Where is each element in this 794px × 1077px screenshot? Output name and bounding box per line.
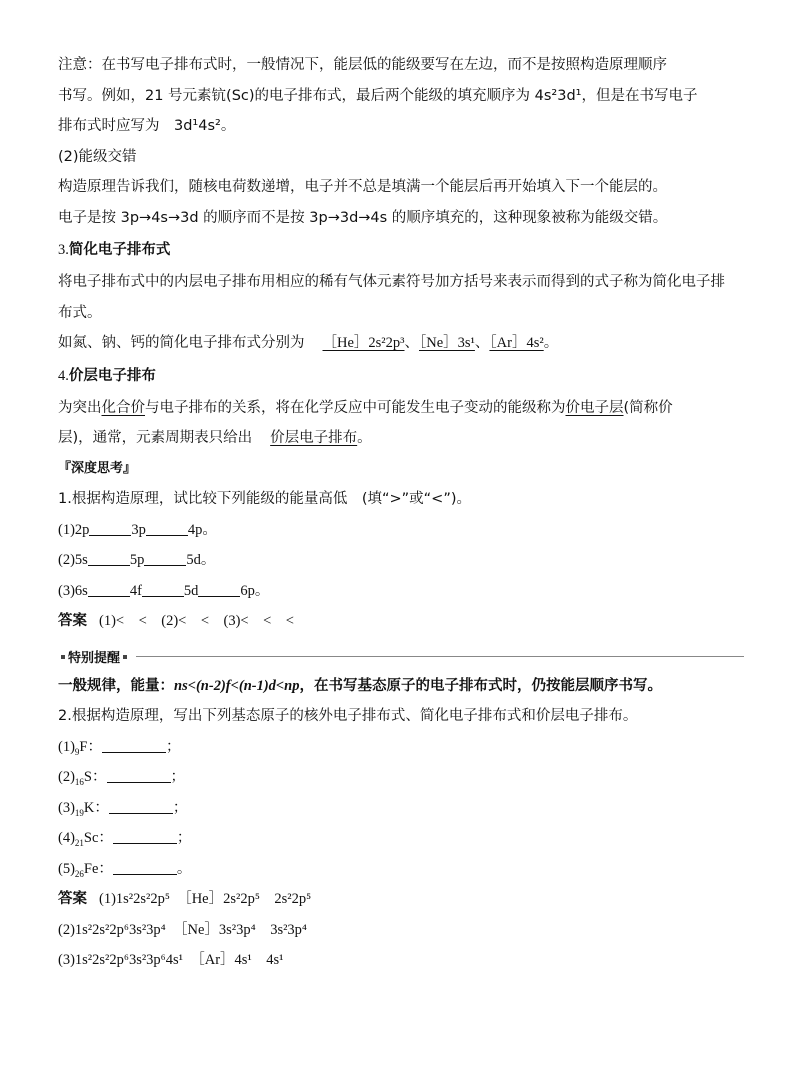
document-page [58,50,738,976]
square-bullet-icon [61,655,65,659]
energy-level: 4p [187,521,203,538]
element-symbol: Sc： [83,830,113,846]
item-label: (3) [58,582,75,599]
energy-level: 5s [74,552,88,568]
question-2-item [58,732,738,763]
example-calcium: ［Ar］4s² [489,335,544,351]
text: 与电子排布的关系，将在化学反应中可能发生电子变动的能级称为 [145,399,566,416]
atomic-number: 19 [74,807,84,818]
item-label: (3) [58,799,75,816]
tip-title-text: 特别提醒 [68,650,121,666]
item-label: (5) [58,860,75,877]
answer-blank[interactable] [107,768,171,783]
deep-thinking-title: 『深度思考』 [58,460,137,476]
section3-number: 3. [58,242,69,258]
item-label: (2) [58,769,75,785]
question-1-item [58,545,738,576]
atomic-number: 21 [74,837,84,848]
answer-2-line-3: (3)1s²2s²2p⁶3s²3p⁶4s¹ ［Ar］4s¹ 4s¹ [58,952,284,968]
divider [58,656,744,657]
energy-level: 6p [240,582,255,599]
energy-level: 5d [183,582,199,599]
item-label: (1) [58,738,75,755]
energy-level: 2p [74,521,90,538]
question-2-item [58,823,738,854]
punctuation: ； [176,830,192,846]
element-symbol: K： [83,799,109,816]
term-valence: 化合价 [101,399,145,416]
answer-2-line-1: (1)1s²2s²2p⁵ ［He］2s²2p⁵ 2s²2p⁵ [99,891,312,907]
special-tip-title [58,647,136,666]
item-label: (4) [58,830,75,846]
answer-1 [58,606,738,637]
section2-line-2: 电子是按 3p→4s→3d 的顺序而不是按 3p→3d→4s 的顺序填充的，这种现象被称为能级交错。 [58,209,668,226]
text: 为突出 [58,399,102,416]
punctuation: ； [172,799,188,816]
answer-blank[interactable] [144,551,186,566]
section4-title: 价层电子排布 [68,367,156,384]
atomic-number: 16 [74,776,84,787]
answer-1-text: (1)< < (2)< < (3)< < < [99,613,294,629]
answer-blank[interactable] [88,551,130,566]
example-nitrogen: ［He］2s²2p³ [322,335,405,351]
text: ，在书写基态原子的电子排布式时，仍按能层顺序书写。 [299,677,662,694]
separator: 、 [474,335,490,351]
special-tip-bar [58,641,738,671]
answer-blank[interactable] [89,521,131,536]
question-1-item [58,515,738,546]
atomic-number: 26 [74,868,84,879]
section3-paragraph: 将电子排布式中的内层电子排布用相应的稀有气体元素符号加方括号来表示而得到的式子称为简化电子排布式。 [58,274,725,321]
subsection-title: (2)能级交错 [58,148,137,165]
answer-blank[interactable] [102,738,166,753]
answer-blank[interactable] [198,582,240,597]
note-line-2: 书写。例如，21 号元素钪(Sc)的电子排布式，最后两个能级的填充顺序为 4s²3d¹，但是在书写电子 [58,87,698,104]
question-2-item [58,762,738,793]
question-2-items [58,732,738,885]
answer-label: 答案 [58,891,87,907]
energy-level: 4f [129,582,142,599]
period: 。 [543,335,559,351]
section4-line-1 [58,393,738,424]
text: (简称价 [623,399,673,416]
term-valence-config: 价层电子排布 [270,430,358,446]
period: 。 [200,552,216,568]
item-label: (1) [58,521,75,538]
item-label: (2) [58,552,75,568]
question-1-items [58,515,738,607]
period: 。 [254,582,270,599]
punctuation: 。 [176,860,192,877]
question-2: 2.根据构造原理，写出下列基态原子的核外电子排布式、简化电子排布式和价层电子排布。 [58,708,638,724]
section3-example [58,328,738,359]
answer-blank[interactable] [88,582,130,597]
text: 。 [357,430,372,446]
answer-blank[interactable] [113,829,177,844]
text: 一般规律，能量： [58,677,174,694]
example-sodium: ［Ne］3s¹ [419,335,475,351]
answer-blank[interactable] [109,799,173,814]
answer-label: 答案 [58,613,87,629]
section2-line-1: 构造原理告诉我们，随核电荷数递增，电子并不总是填满一个能层后再开始填入下一个能层的。 [58,179,667,195]
section3-title: 简化电子排布式 [68,242,171,258]
section3-heading [58,233,738,267]
square-bullet-icon [123,655,127,659]
answer-2-first [58,884,738,915]
question-1-item [58,576,738,607]
special-tip-text [58,671,738,702]
energy-formula: ns<(n-2)f<(n-1)d<np [174,677,300,694]
question-2-item [58,793,738,824]
question-1: 1.根据构造原理，试比较下列能级的能量高低 (填“>”或“<”)。 [58,491,471,507]
punctuation: ； [166,738,181,755]
period: 。 [202,521,217,538]
energy-level: 6s [74,582,88,599]
text: 层)，通常，元素周期表只给出 [58,430,253,446]
element-symbol: S： [83,769,107,785]
energy-level: 3p [131,521,146,538]
energy-level: 5d [186,552,201,568]
section4-heading [58,359,738,393]
answer-blank[interactable] [113,860,177,875]
element-symbol: Fe： [83,860,113,877]
answer-blank[interactable] [146,521,188,536]
note-line-1: 注意：在书写电子排布式时，一般情况下，能层低的能级要写在左边，而不是按照构造原理顺序 [58,57,667,73]
term-valence-layer: 价电子层 [565,399,624,416]
section4-line-2 [58,423,738,454]
separator: 、 [404,335,419,351]
question-2-item [58,854,738,885]
punctuation: ； [170,769,185,785]
section4-number: 4. [58,367,69,384]
atomic-number: 9 [74,746,80,757]
example-prefix: 如氮、钠、钙的简化电子排布式分别为 [58,335,305,351]
element-symbol: F： [79,738,102,755]
answer-blank[interactable] [142,582,184,597]
answer-2-line-2: (2)1s²2s²2p⁶3s²3p⁴ ［Ne］3s²3p⁴ 3s²3p⁴ [58,921,307,938]
note-line-3: 排布式时应写为 3d¹4s²。 [58,118,236,134]
energy-level: 5p [129,552,145,568]
